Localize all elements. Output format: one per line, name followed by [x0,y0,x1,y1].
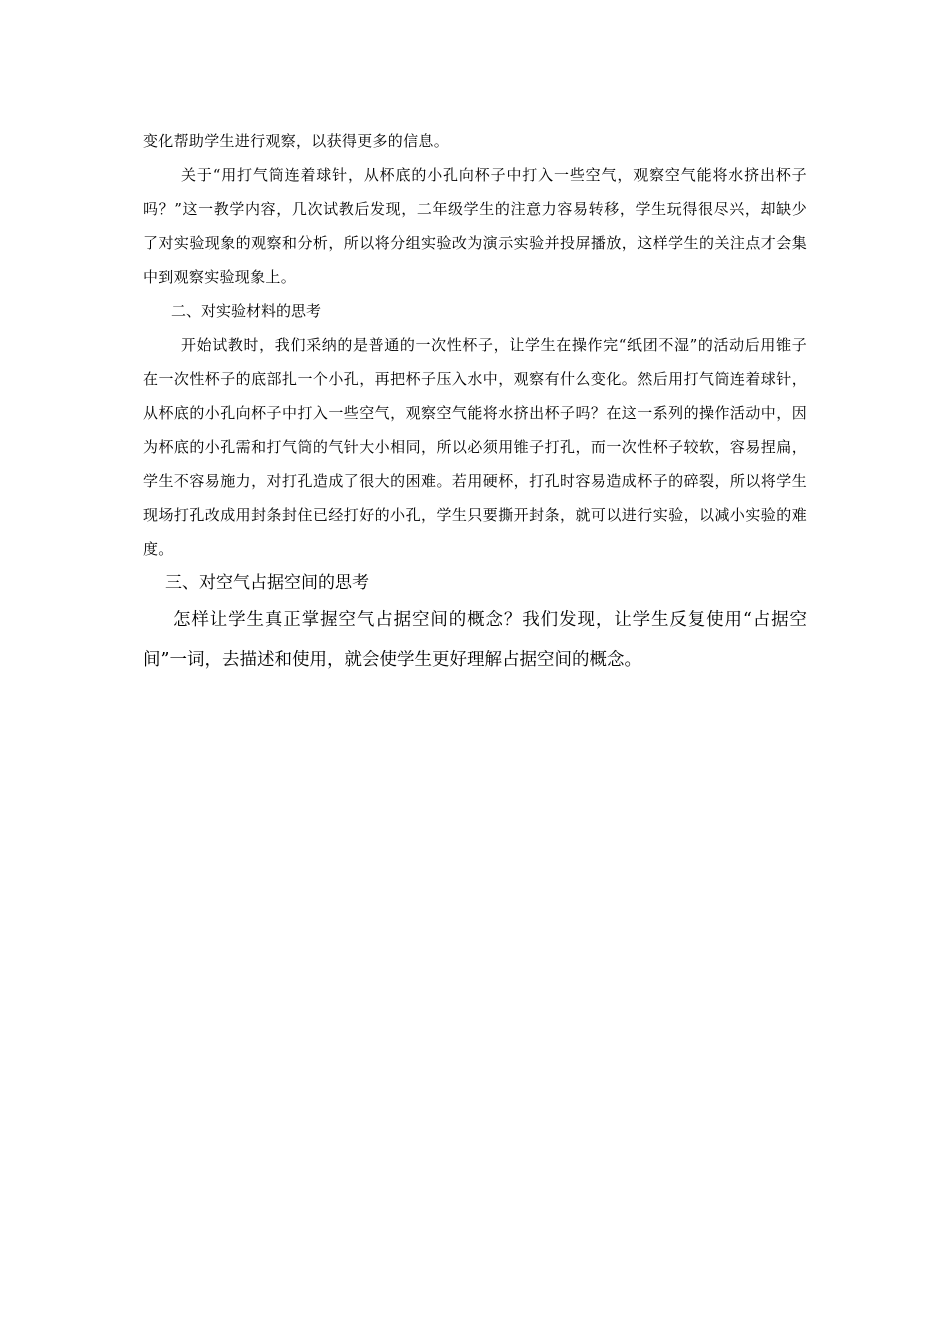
paragraph-space-concept: 怎样让学生真正掌握空气占据空间的概念？我们发现，让学生反复使用“占据空间”一词，去描述和使用，就会使学生更好理解占据空间的概念。 [143,610,807,670]
document-body [143,124,807,680]
paragraph-continuation: 变化帮助学生进行观察，以获得更多的信息。 [143,132,450,150]
paragraph-materials: 开始试教时，我们采纳的是普通的一次性杯子，让学生在操作完“纸团不湿”的活动后用锥子在一次性杯子的底部扎一个小孔，再把杯子压入水中，观察有什么变化。然后用打气筒连着球针，从杯底的小孔向杯子中打入一些空气，观察空气能将水挤出杯子吗？在这一系列的操作活动中，因为杯底的小孔需和打气筒的气针大小相同，所以必须用锥子打孔，而一次性杯子较软，容易捏扁，学生不容易施力，对打孔造成了很大的困难。若用硬杯，打孔时容易造成杯子的碎裂，所以将学生现场打孔改成用封条封住已经打好的小孔，学生只要撕开封条，就可以进行实验，以减小实验的难度。 [143,336,807,558]
paragraph-teaching-content: 关于“用打气筒连着球针，从杯底的小孔向杯子中打入一些空气，观察空气能将水挤出杯子吗？”这一教学内容，几次试教后发现，二年级学生的注意力容易转移，学生玩得很尽兴，却缺少了对实验现象的观察和分析，所以将分组实验改为演示实验并投屏播放，这样学生的关注点才会集中到观察实验现象上。 [143,166,807,286]
section-heading-materials: 二、对实验材料的思考 [171,302,322,320]
section-heading-space: 三、对空气占据空间的思考 [165,573,369,593]
